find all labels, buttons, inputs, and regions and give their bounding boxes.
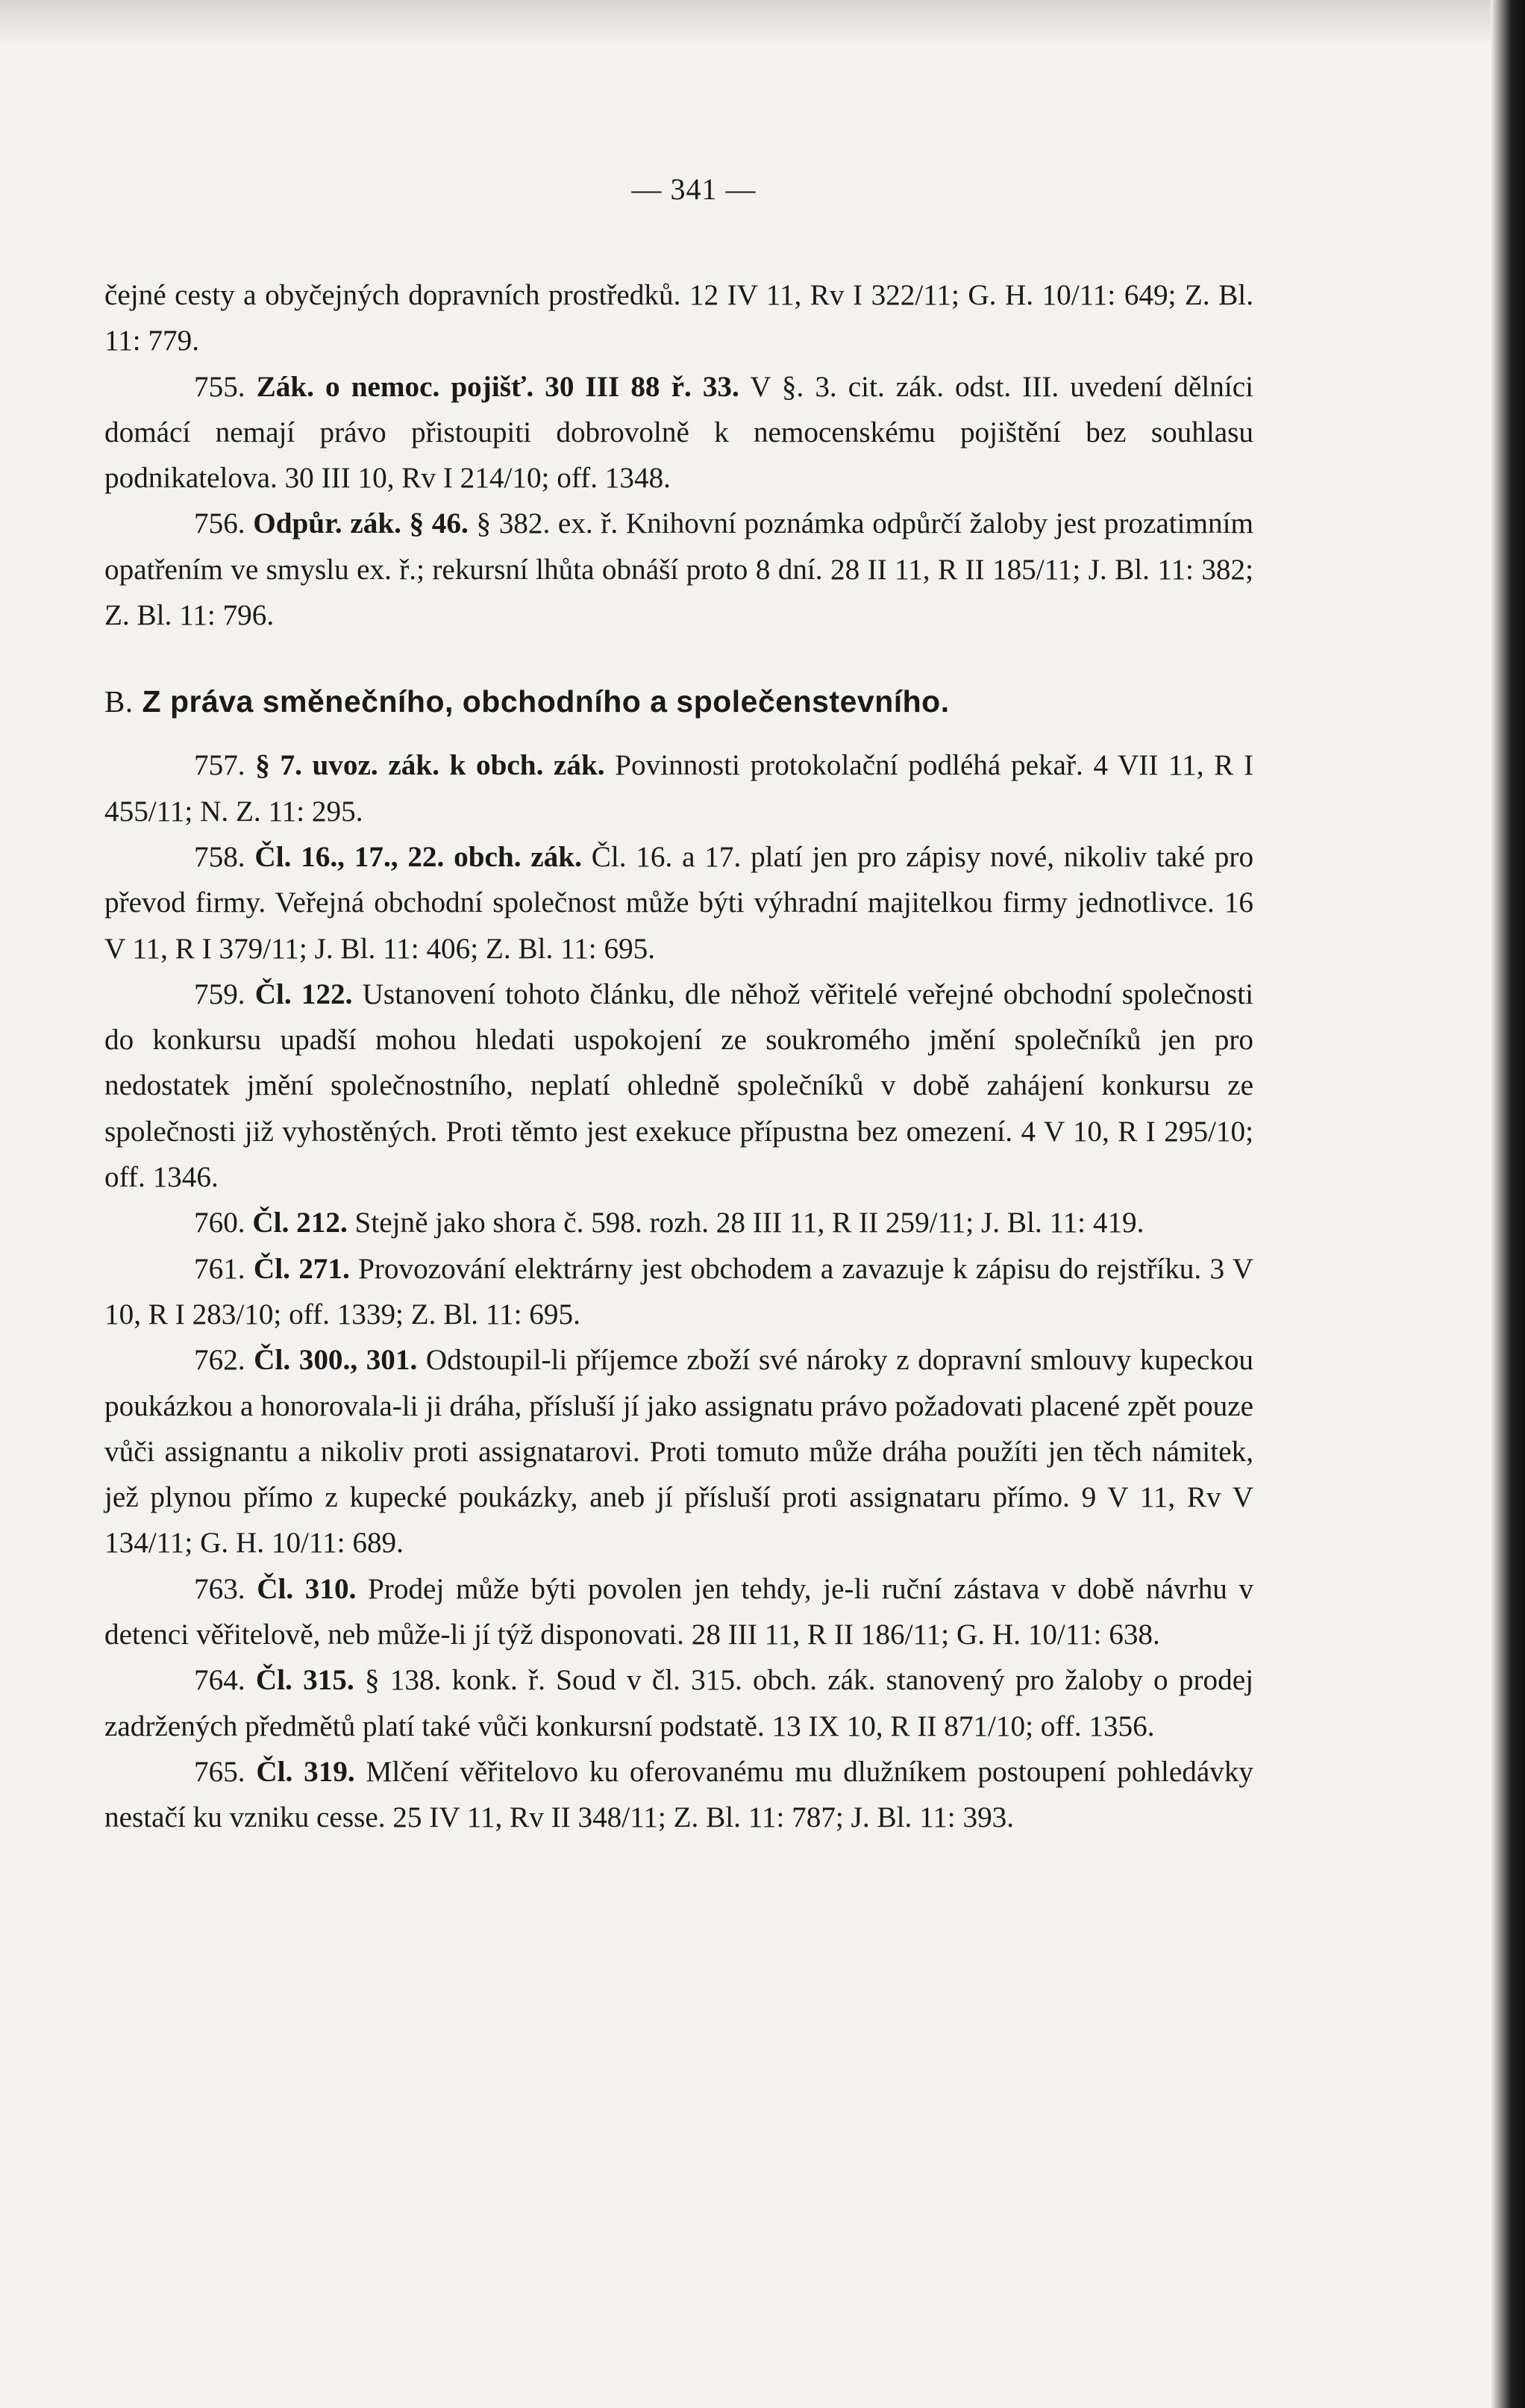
entry-number: 755. (194, 370, 245, 403)
entry-number: 759. (194, 978, 245, 1010)
page-content (104, 172, 1253, 1841)
section-heading (104, 679, 1253, 725)
scan-top-edge (0, 0, 1525, 45)
entry-number: 762. (194, 1344, 245, 1377)
entry-text: Mlčení věřitelovo ku oferovanému mu dlužníkem postoupení pohledávky nestačí ku vzniku cesse. 25 IV 11, Rv II 348/11; Z. Bl. 11: 787; J. Bl. 11: 393. (104, 1755, 1254, 1834)
entry-text: Stejně jako shora č. 598. rozh. 28 III 11, R II 259/11; J. Bl. 11: 419. (354, 1207, 1144, 1239)
section-letter: B. (104, 684, 134, 719)
entry-764 (104, 1657, 1253, 1749)
entry-758 (104, 834, 1253, 972)
entry-heading: Čl. 212. (252, 1207, 348, 1239)
entry-heading: Čl. 271. (253, 1252, 350, 1285)
entry-760 (104, 1200, 1253, 1245)
entry-heading: Čl. 16., 17., 22. obch. zák. (254, 840, 582, 873)
entry-757 (104, 742, 1253, 834)
entry-763 (104, 1566, 1253, 1658)
entry-text: Provozování elektrárny jest obchodem a zavazuje k zápisu do rejstříku. 3 V 10, R I 283/10; off. 1339; Z. Bl. 11: 695. (104, 1252, 1253, 1330)
entry-number: 758. (194, 840, 245, 873)
entry-text: Odstoupil-li příjemce zboží své nároky z dopravní smlouvy kupeckou poukázkou a honorovala-li ji dráha, přísluší jí jako assignatu právo požadovati placené zpět pouze vůči assignantu a nikoliv proti assignatarovi. Proti tomuto může dráha použíti jen těch námitek, jež plynou přímo z kupecké poukázky, aneb jí přísluší proti assignataru přímo. 9 V 11, Rv V 134/11; G. H. 10/11: 689. (104, 1344, 1254, 1560)
entry-759 (104, 972, 1253, 1200)
entry-heading: Čl. 310. (257, 1572, 357, 1605)
entry-762 (104, 1337, 1253, 1566)
entry-text: Ustanovení tohoto článku, dle něhož věřitelé veřejné obchodní společnosti do konkursu upadší mohou hledati uspokojení ze soukromého jmění společníků jen pro nedostatek jmění společnostního, neplatí ohledně společníků v době zahájení konkursu ze společnosti již vyhostěných. Proti těmto jest exekuce přípustna bez omezení. 4 V 10, R I 295/10; off. 1346. (104, 978, 1254, 1194)
entry-heading: Čl. 122. (254, 978, 353, 1010)
entry-text: § 382. ex. ř. Knihovní poznámka odpůrčí žaloby jest prozatimním opatřením ve smyslu ex. ř.; rekursní lhůta obnáší proto 8 dní. 28 II 11, R II 185/11; J. Bl. 11: 382; Z. Bl. 11: 796. (104, 507, 1253, 632)
entry-heading: Čl. 300., 301. (254, 1344, 418, 1377)
entry-765 (104, 1749, 1253, 1841)
paragraph-continuation (104, 272, 1253, 364)
entry-heading: Čl. 319. (256, 1755, 355, 1788)
entry-text: § 138. konk. ř. Soud v čl. 315. obch. zák. stanovený pro žaloby o prodej zadržených předmětů platí také vůči konkursní podstatě. 13 IX 10, R II 871/10; off. 1356. (104, 1664, 1254, 1742)
entry-number: 760. (194, 1207, 245, 1239)
entry-number: 765. (194, 1755, 245, 1788)
entry-number: 761. (194, 1252, 245, 1285)
section-title: Z práva směnečního, obchodního a společenstevního. (142, 684, 950, 719)
entry-756 (104, 501, 1253, 638)
page-number-header: — 341 — (631, 172, 757, 206)
scan-right-edge (1491, 0, 1525, 2408)
entry-number: 756. (194, 507, 245, 540)
entry-761 (104, 1246, 1253, 1338)
entry-text: Čl. 16. a 17. platí jen pro zápisy nové, nikoliv také pro převod firmy. Veřejná obchodní společnost může býti výhradní majitelkou firmy jednotlivce. 16 V 11, R I 379/11; J. Bl. 11: 406; Z. Bl. 11: 695. (104, 840, 1254, 965)
entry-heading: Zák. o nemoc. pojišť. 30 III 88 ř. 33. (256, 370, 739, 403)
entry-heading: § 7. uvoz. zák. k obch. zák. (255, 749, 605, 782)
entry-heading: Odpůr. zák. § 46. (253, 507, 469, 540)
entry-text: Povinnosti protokolační podléhá pekař. 4 VII 11, R I 455/11; N. Z. 11: 295. (104, 749, 1254, 828)
entry-755 (104, 364, 1253, 501)
entry-text: V §. 3. cit. zák. odst. III. uvedení dělníci domácí nemají právo přistoupiti dobrovolně k nemocenskému pojištění bez souhlasu podnikatelova. 30 III 10, Rv I 214/10; off. 1348. (104, 370, 1254, 495)
entry-heading: Čl. 315. (255, 1664, 354, 1697)
entry-number: 763. (194, 1572, 245, 1605)
paragraph-text: čejné cesty a obyčejných dopravních prostředků. 12 IV 11, Rv I 322/11; G. H. 10/11: 649; Z. Bl. 11: 779. (104, 279, 1253, 357)
entry-number: 764. (194, 1664, 245, 1697)
entry-number: 757. (194, 749, 245, 782)
entry-text: Prodej může býti povolen jen tehdy, je-li ruční zástava v době návrhu v detenci věřitelově, neb může-li jí týž disponovati. 28 III 11, R II 186/11; G. H. 10/11: 638. (104, 1572, 1254, 1651)
